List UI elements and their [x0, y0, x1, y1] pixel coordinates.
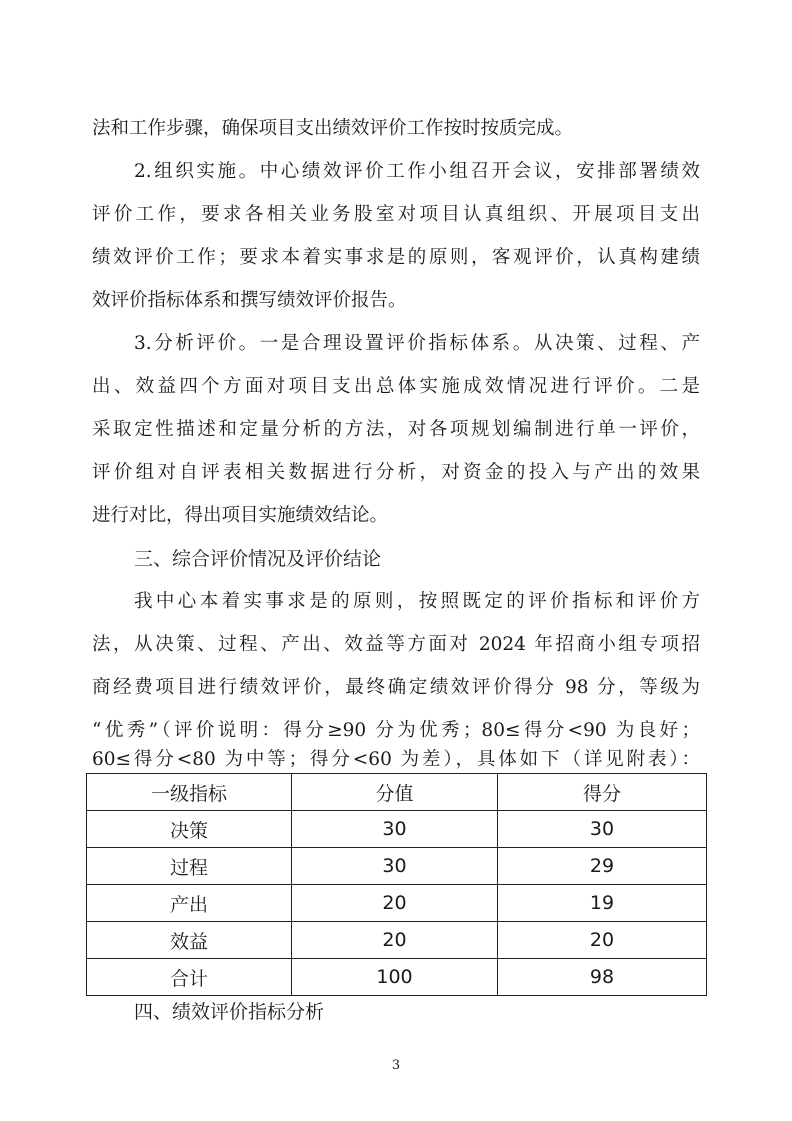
paragraph-line: 法，从决策、过程、产出、效益等方面对 2024 年招商小组专项招 — [92, 634, 700, 655]
table-header-cell: 得分 — [498, 774, 707, 811]
paragraph-line: 绩效评价工作；要求本着实事求是的原则，客观评价，认真构建绩 — [92, 247, 700, 268]
table-row — [87, 848, 707, 885]
table-cell: 20 — [292, 922, 498, 959]
table-row — [87, 811, 707, 848]
paragraph-line: 采取定性描述和定量分析的方法，对各项规划编制进行单一评价， — [92, 419, 700, 440]
table-row — [87, 959, 707, 996]
table-cell: 产出 — [87, 885, 292, 922]
table-cell: 合计 — [87, 959, 292, 996]
paragraph-line: 出、效益四个方面对项目支出总体实施成效情况进行评价。二是 — [92, 376, 700, 397]
table-cell: 98 — [498, 959, 707, 996]
paragraph-line: 我中心本着实事求是的原则，按照既定的评价指标和评价方 — [134, 591, 700, 612]
table-header-row — [87, 774, 707, 811]
section-heading: 四、绩效评价指标分析 — [134, 1001, 325, 1023]
table-row — [87, 922, 707, 959]
table-cell: 100 — [292, 959, 498, 996]
paragraph-line: 效评价指标体系和撰写绩效评价报告。 — [92, 290, 407, 311]
table-header-cell: 一级指标 — [87, 774, 292, 811]
paragraph-line: 评价组对自评表相关数据进行分析，对资金的投入与产出的效果 — [92, 462, 700, 483]
table-cell: 19 — [498, 885, 707, 922]
page-number: 3 — [391, 1058, 401, 1073]
table-cell: 20 — [498, 922, 707, 959]
table-cell: 20 — [292, 885, 498, 922]
section-heading: 三、综合评价情况及评价结论 — [134, 548, 382, 570]
table-cell: 决策 — [87, 811, 292, 848]
paragraph-line: 评价工作，要求各相关业务股室对项目认真组织、开展项目支出 — [92, 204, 700, 225]
table-row — [87, 885, 707, 922]
paragraph-line: 商经费项目进行绩效评价，最终确定绩效评价得分 98 分，等级为 — [92, 677, 700, 698]
score-table — [86, 773, 707, 996]
table-cell: 29 — [498, 848, 707, 885]
table-cell: 过程 — [87, 848, 292, 885]
paragraph-line: 3.分析评价。一是合理设置评价指标体系。从决策、过程、产 — [134, 333, 700, 354]
paragraph-line: 60≤得分<80 为中等；得分<60 为差），具体如下（详见附表）： — [92, 749, 700, 770]
table-cell: 30 — [498, 811, 707, 848]
table-cell: 30 — [292, 811, 498, 848]
paragraph-line: 法和工作步骤，确保项目支出绩效评价工作按时按质完成。 — [92, 118, 574, 139]
paragraph-line: “优秀”（评价说明：得分≥90 分为优秀；80≤得分<90 为良好； — [92, 720, 700, 741]
paragraph-line: 进行对比，得出项目实施绩效结论。 — [92, 505, 389, 526]
paragraph-line: 2.组织实施。中心绩效评价工作小组召开会议，安排部署绩效 — [134, 161, 700, 182]
table-header-cell: 分值 — [292, 774, 498, 811]
table-cell: 效益 — [87, 922, 292, 959]
table-cell: 30 — [292, 848, 498, 885]
